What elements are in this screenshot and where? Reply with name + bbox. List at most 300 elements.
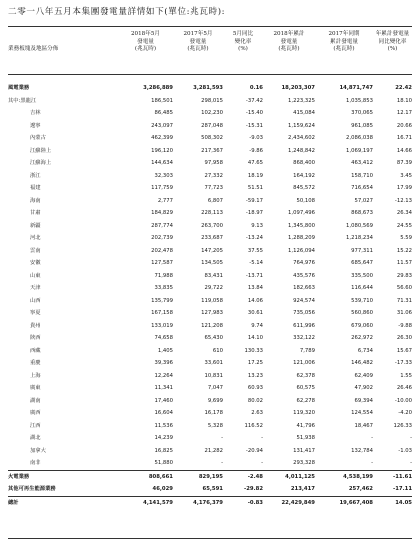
table-row [8, 107, 412, 120]
table-row [8, 232, 412, 245]
cell-col-6: 26.30 [396, 335, 412, 341]
cell-col-4: 924,574 [293, 297, 315, 304]
cell-col-5: 1,080,569 [346, 222, 373, 229]
cell-col-3: -20.94 [245, 447, 263, 454]
table-row [8, 382, 412, 395]
header-line: (兆瓦時) [333, 46, 355, 53]
cell-col-2: 119,058 [201, 297, 223, 304]
cell-col-3: 37.55 [247, 247, 263, 254]
row-label: 湖北 [30, 435, 41, 441]
cell-col-3: -0.83 [223, 496, 263, 509]
cell-col-4: 60,575 [296, 385, 315, 391]
cell-col-5: 6,734 [357, 347, 373, 354]
cell-col-1: 32,303 [154, 172, 173, 179]
document-title: 二零一八年五月本集團發電量詳情如下(單位:兆瓦時): [8, 7, 226, 17]
cell-col-4: 121,006 [293, 360, 315, 366]
row-label: 陝西 [30, 335, 41, 341]
cell-col-2: 10,831 [204, 372, 223, 379]
cell-col-2: 102,230 [201, 110, 223, 116]
cell-col-5: 262,972 [351, 335, 373, 341]
cell-col-6: -17.33 [394, 360, 412, 366]
cell-col-1: 186,501 [151, 97, 173, 104]
cell-col-3: -18.97 [245, 210, 263, 216]
cell-col-1: 17,460 [154, 397, 173, 404]
cell-col-3: 13.84 [247, 285, 263, 291]
cell-col-6: -1.03 [398, 447, 412, 454]
row-label: 甘肅 [30, 210, 41, 216]
header-line: 累計發電量 [330, 38, 358, 45]
table-row [8, 220, 412, 233]
cell-col-5: 158,710 [351, 172, 373, 179]
cell-col-1: 74,658 [154, 335, 173, 341]
cell-col-5: 868,673 [351, 210, 373, 216]
cell-col-3: 14.06 [247, 297, 263, 304]
cell-col-2: 5,328 [207, 422, 223, 429]
cell-col-4: 22,429,849 [263, 496, 315, 509]
table-row [8, 483, 412, 496]
cell-col-4: 415,084 [293, 110, 315, 116]
cell-col-2: 65,430 [204, 335, 223, 341]
cell-col-2: 77,723 [204, 185, 223, 191]
row-label: 火電業務 [8, 470, 118, 483]
cell-col-1: 11,536 [154, 422, 173, 429]
table-row [8, 307, 412, 320]
cell-col-6: 31.06 [396, 310, 412, 316]
cell-col-5: 560,860 [351, 310, 373, 316]
cell-col-4: 18,203,307 [281, 85, 315, 91]
row-label: 河北 [30, 235, 41, 241]
row-label: 寧夏 [30, 310, 41, 316]
cell-col-4: 868,400 [293, 160, 315, 166]
table-row [8, 395, 412, 408]
row-label: 其他可再生能源業務 [8, 486, 56, 492]
cell-col-5: 463,412 [351, 160, 373, 166]
cell-col-4: 50,108 [296, 197, 315, 204]
cell-col-2: 233,687 [201, 235, 223, 241]
cell-col-1: 133,019 [151, 322, 173, 329]
cell-col-1: 3,286,889 [143, 85, 173, 91]
cell-col-4: 1,097,496 [288, 210, 315, 216]
cell-col-3: -29.82 [244, 486, 263, 492]
table-row [8, 357, 412, 370]
cell-col-4: 4,011,125 [263, 470, 315, 483]
header-line: 2017年5月 [183, 31, 213, 37]
cell-col-5: 2,086,038 [346, 135, 373, 141]
cell-col-1: 11,341 [154, 385, 173, 391]
cell-col-5: 14,871,747 [339, 85, 373, 91]
cell-col-3: 17.25 [247, 360, 263, 366]
table-row [8, 270, 412, 283]
header-line: (兆瓦時) [134, 46, 157, 53]
cell-col-2: 287,048 [201, 122, 223, 129]
cell-col-6: 17.99 [396, 185, 412, 191]
cell-col-1: 127,587 [151, 260, 173, 266]
cell-col-1: 86,485 [154, 110, 173, 116]
cell-col-4: 1,126,094 [288, 247, 315, 254]
cell-col-1: 2,777 [157, 197, 173, 204]
cell-col-4: 764,976 [293, 260, 315, 266]
cell-col-3: 18.19 [247, 172, 263, 179]
cell-col-1: 202,478 [151, 247, 173, 254]
generation-table [8, 82, 412, 509]
cell-col-4: 293,328 [293, 460, 315, 466]
header-line: (兆瓦時) [187, 46, 209, 53]
table-row [8, 207, 412, 220]
cell-col-2: 29,722 [204, 285, 223, 291]
cell-col-5: 116,644 [351, 285, 373, 291]
cell-col-3: -37.42 [245, 97, 263, 104]
cell-col-6: 18.10 [396, 97, 412, 104]
cell-col-2: 65,591 [202, 486, 223, 492]
header-line: (%) [238, 46, 248, 53]
cell-col-5: 1,069,197 [346, 147, 373, 154]
cell-col-6: 1.55 [400, 372, 412, 379]
cell-col-2: - [221, 435, 223, 441]
row-label: 雲南 [30, 247, 41, 254]
table-row [8, 170, 412, 183]
cell-col-5: 18,467 [354, 422, 373, 429]
cell-col-1: 808,661 [118, 470, 173, 483]
cell-col-2: 16,178 [204, 410, 223, 416]
header-ytd-yoy [373, 31, 412, 54]
table-row [8, 282, 412, 295]
cell-col-3: 9.13 [251, 222, 263, 229]
cell-col-1: 14,239 [154, 435, 173, 441]
cell-col-2: 134,505 [201, 260, 223, 266]
cell-col-6: 71.31 [396, 297, 412, 304]
cell-col-4: 213,417 [290, 486, 315, 492]
cell-col-4: 735,056 [293, 310, 315, 316]
cell-col-5: 370,065 [351, 110, 373, 116]
header-line: 發電量 [189, 38, 207, 45]
cell-col-6: 14.66 [396, 147, 412, 154]
header-line: (兆瓦時) [278, 46, 300, 53]
cell-col-3: -9.86 [249, 147, 263, 154]
cell-col-5: 124,554 [351, 410, 373, 416]
cell-col-4: 611,996 [293, 322, 315, 329]
cell-col-5: 19,667,408 [315, 496, 373, 509]
cell-col-3: - [261, 435, 263, 441]
cell-col-3: 13.23 [247, 372, 263, 379]
row-label: 總計 [8, 496, 118, 509]
cell-col-3: -5.14 [249, 260, 263, 266]
cell-col-1: 167,158 [151, 310, 173, 316]
table-row [8, 420, 412, 433]
cell-col-6: -10.00 [394, 397, 412, 404]
cell-col-2: 228,113 [201, 210, 223, 216]
table-row [8, 320, 412, 333]
row-label: 內蒙古 [30, 135, 46, 141]
cell-col-2: 263,700 [201, 222, 223, 229]
cell-col-5: 57,027 [354, 197, 373, 204]
cell-col-4: 131,417 [293, 447, 315, 454]
table-body [8, 82, 412, 509]
cell-col-5: 716,654 [351, 185, 373, 191]
cell-col-1: 16,604 [154, 410, 173, 416]
cell-col-3: -59.17 [245, 197, 263, 204]
cell-col-2: 21,282 [204, 447, 223, 454]
cell-col-6: 11.57 [396, 260, 412, 266]
table-row [8, 257, 412, 270]
row-label: 江蘇陸上 [30, 147, 52, 154]
cell-col-1: 12,264 [154, 372, 173, 379]
cell-col-1: 117,759 [151, 185, 173, 191]
header-line: 同比變化率 [378, 38, 407, 45]
cell-col-3: -9.03 [249, 135, 263, 141]
row-label: 江西 [30, 422, 41, 429]
cell-col-6: 15.67 [396, 347, 412, 354]
table-row [8, 120, 412, 133]
table-row [8, 345, 412, 358]
cell-col-6: 15.22 [396, 247, 412, 254]
row-label: 重慶 [30, 360, 41, 366]
cell-col-3: 30.61 [247, 310, 263, 316]
row-label: 西藏 [30, 347, 41, 354]
cell-col-1: 287,774 [151, 222, 173, 229]
cell-col-6: 3.45 [400, 172, 412, 179]
cell-col-6: 29.83 [396, 272, 412, 279]
cell-col-2: 4,176,379 [173, 496, 223, 509]
header-may-yoy [223, 31, 263, 54]
cell-col-5: 977,311 [351, 247, 373, 254]
row-label: 安徽 [30, 260, 41, 266]
cell-col-4: 1,248,842 [288, 147, 315, 154]
cell-col-5: 1,035,853 [346, 97, 373, 104]
cell-col-4: 62,278 [296, 397, 315, 404]
cell-col-2: 127,983 [201, 310, 223, 316]
cell-col-5: 47,902 [354, 385, 373, 391]
cell-col-1: 16,825 [154, 447, 173, 454]
cell-col-3: -13.71 [245, 272, 263, 279]
table-row [8, 245, 412, 258]
cell-col-6: 126.33 [393, 422, 412, 429]
cell-col-6: -4.20 [398, 410, 412, 416]
row-label: 海南 [30, 197, 41, 204]
table-row [8, 295, 412, 308]
table-row [8, 445, 412, 458]
cell-col-6: 5.59 [400, 235, 412, 241]
cell-col-2: 6,807 [207, 197, 223, 204]
cell-col-6: - [410, 435, 412, 441]
cell-col-6: 16.71 [396, 135, 412, 141]
cell-col-4: 1,288,209 [288, 235, 315, 241]
table-row [8, 432, 412, 445]
cell-col-4: 62,378 [296, 372, 315, 379]
cell-col-4: 1,159,624 [288, 122, 315, 129]
cell-col-6: 12.17 [396, 110, 412, 116]
cell-col-5: 146,482 [351, 360, 373, 366]
table-row [8, 195, 412, 208]
row-label: 山西 [30, 297, 41, 304]
cell-col-1: 39,396 [154, 360, 173, 366]
cell-col-3: 2.63 [251, 410, 263, 416]
cell-col-3: 47.65 [247, 160, 263, 166]
row-label: 浙江 [30, 172, 41, 179]
table-row [8, 182, 412, 195]
table-row [8, 370, 412, 383]
cell-col-5: 69,394 [354, 397, 373, 404]
row-label: 貴州 [30, 322, 41, 329]
row-label: 遼寧 [30, 122, 41, 129]
cell-col-2: 27,332 [204, 172, 223, 179]
cell-col-2: 3,281,593 [193, 85, 223, 91]
table-row [8, 132, 412, 145]
cell-col-3: -15.40 [245, 110, 263, 116]
table-end-rule [8, 538, 412, 539]
cell-col-1: 243,097 [151, 122, 173, 129]
cell-col-1: 46,029 [152, 486, 173, 492]
cell-col-1: 184,829 [151, 210, 173, 216]
cell-col-2: 97,958 [204, 160, 223, 166]
cell-col-4: 1,345,800 [288, 222, 315, 229]
row-label: 新疆 [30, 222, 41, 229]
cell-col-1: 202,739 [151, 235, 173, 241]
table-row [8, 82, 412, 95]
cell-col-2: 829,195 [173, 470, 223, 483]
cell-col-4: 51,938 [296, 435, 315, 441]
cell-col-4: 41,796 [296, 422, 315, 429]
row-label: 江蘇海上 [30, 160, 52, 166]
cell-col-4: 1,223,325 [288, 97, 315, 104]
table-row [8, 457, 412, 470]
cell-col-1: 4,141,579 [118, 496, 173, 509]
row-label: 其中:黑龍江 [8, 97, 37, 104]
cell-col-2: 9,699 [207, 397, 223, 404]
cell-col-6: 14.05 [373, 496, 412, 509]
table-row [8, 157, 412, 170]
cell-col-4: 119,320 [293, 410, 315, 416]
cell-col-6: -11.61 [373, 470, 412, 483]
header-line: 5月同比 [232, 31, 254, 37]
cell-col-5: 685,647 [351, 260, 373, 266]
cell-col-5: 62,409 [354, 372, 373, 379]
cell-col-3: 130.33 [244, 347, 263, 354]
cell-col-6: 20.66 [396, 122, 412, 129]
cell-col-4: 7,789 [299, 347, 315, 354]
cell-col-6: 26.46 [396, 385, 412, 391]
cell-col-4: 332,122 [293, 335, 315, 341]
header-line: 2017年同期 [328, 31, 360, 37]
header-ytd-2017 [315, 31, 373, 54]
cell-col-1: 51,880 [154, 460, 173, 466]
cell-col-6: -12.13 [394, 197, 412, 204]
table-row [8, 145, 412, 158]
cell-col-3: 9.74 [251, 322, 263, 329]
row-label: 天津 [30, 285, 41, 291]
cell-col-3: 51.51 [247, 185, 263, 191]
header-line: 變化率 [234, 38, 252, 45]
cell-col-5: 335,500 [351, 272, 373, 279]
cell-col-3: - [261, 460, 263, 466]
cell-col-3: 0.16 [249, 85, 263, 91]
cell-col-2: 508,302 [201, 135, 223, 141]
cell-col-5: 1,218,234 [346, 235, 373, 241]
row-label: 山東 [30, 272, 41, 279]
cell-col-1: 33,835 [154, 285, 173, 291]
cell-col-4: 2,434,602 [288, 135, 315, 141]
header-line: 發電量 [280, 38, 298, 45]
row-label: 南非 [30, 460, 41, 466]
cell-col-2: 7,047 [207, 385, 223, 391]
header-may-2018 [118, 31, 173, 54]
cell-col-2: 147,205 [201, 247, 223, 254]
cell-col-3: 80.02 [247, 397, 263, 404]
cell-col-6: 56.60 [396, 285, 412, 291]
table-row [8, 496, 412, 509]
header-line: (%) [387, 46, 398, 53]
header-top-rule [8, 26, 412, 27]
cell-col-5: - [371, 435, 373, 441]
cell-col-5: 4,538,199 [315, 470, 373, 483]
cell-col-5: 961,085 [351, 122, 373, 129]
row-label: 湖南 [30, 397, 41, 404]
cell-col-4: 164,192 [293, 172, 315, 179]
cell-col-3: 116.52 [244, 422, 263, 429]
cell-col-1: 196,120 [151, 147, 173, 154]
header-bottom-rule [8, 74, 412, 75]
cell-col-3: 14.10 [247, 335, 263, 341]
header-line: 發電量 [137, 38, 154, 45]
header-ytd-2018 [263, 31, 315, 54]
cell-col-6: 24.55 [396, 222, 412, 229]
cell-col-1: 71,988 [154, 272, 173, 279]
cell-col-6: 26.34 [396, 210, 412, 216]
row-label: 上海 [30, 372, 41, 379]
cell-col-3: -2.48 [223, 470, 263, 483]
cell-col-5: 539,710 [351, 297, 373, 304]
cell-col-2: - [221, 460, 223, 466]
header-line: 年累計發電量 [375, 31, 410, 37]
header-may-2017 [173, 31, 223, 54]
cell-col-6: - [410, 460, 412, 466]
cell-col-1: 135,799 [151, 297, 173, 304]
cell-col-2: 83,431 [204, 272, 223, 279]
cell-col-2: 121,208 [201, 322, 223, 329]
header-line: 2018年5月 [131, 31, 160, 37]
table-row [8, 407, 412, 420]
table-row [8, 332, 412, 345]
cell-col-3: -13.24 [245, 235, 263, 241]
cell-col-5: 257,462 [348, 486, 373, 492]
cell-col-1: 462,399 [151, 135, 173, 141]
cell-col-4: 182,663 [293, 285, 315, 291]
row-label: 福建 [30, 185, 41, 191]
row-label: 加拿大 [30, 447, 46, 454]
cell-col-2: 33,601 [204, 360, 223, 366]
row-label: 廣西 [30, 410, 41, 416]
cell-col-5: 132,784 [351, 447, 373, 454]
row-label: 廣東 [30, 385, 41, 391]
cell-col-4: 845,572 [293, 185, 315, 191]
cell-col-6: 87.39 [396, 160, 412, 166]
cell-col-3: 60.93 [247, 385, 263, 391]
cell-col-2: 217,367 [201, 147, 223, 154]
table-row [8, 470, 412, 483]
table-row [8, 95, 412, 108]
cell-col-6: -17.11 [393, 486, 412, 492]
row-label: 風電業務 [8, 85, 30, 91]
cell-col-3: -15.31 [245, 122, 263, 129]
row-label: 吉林 [30, 110, 41, 116]
header-segment: 業務板塊及地區分佈 [8, 46, 59, 52]
cell-col-6: 22.42 [395, 85, 412, 91]
cell-col-2: 298,015 [201, 97, 223, 104]
cell-col-5: - [371, 460, 373, 466]
cell-col-4: 435,576 [293, 272, 315, 279]
header-line: 2018年累計 [273, 31, 305, 37]
cell-col-1: 144,634 [151, 160, 173, 166]
cell-col-1: 1,405 [157, 347, 173, 354]
